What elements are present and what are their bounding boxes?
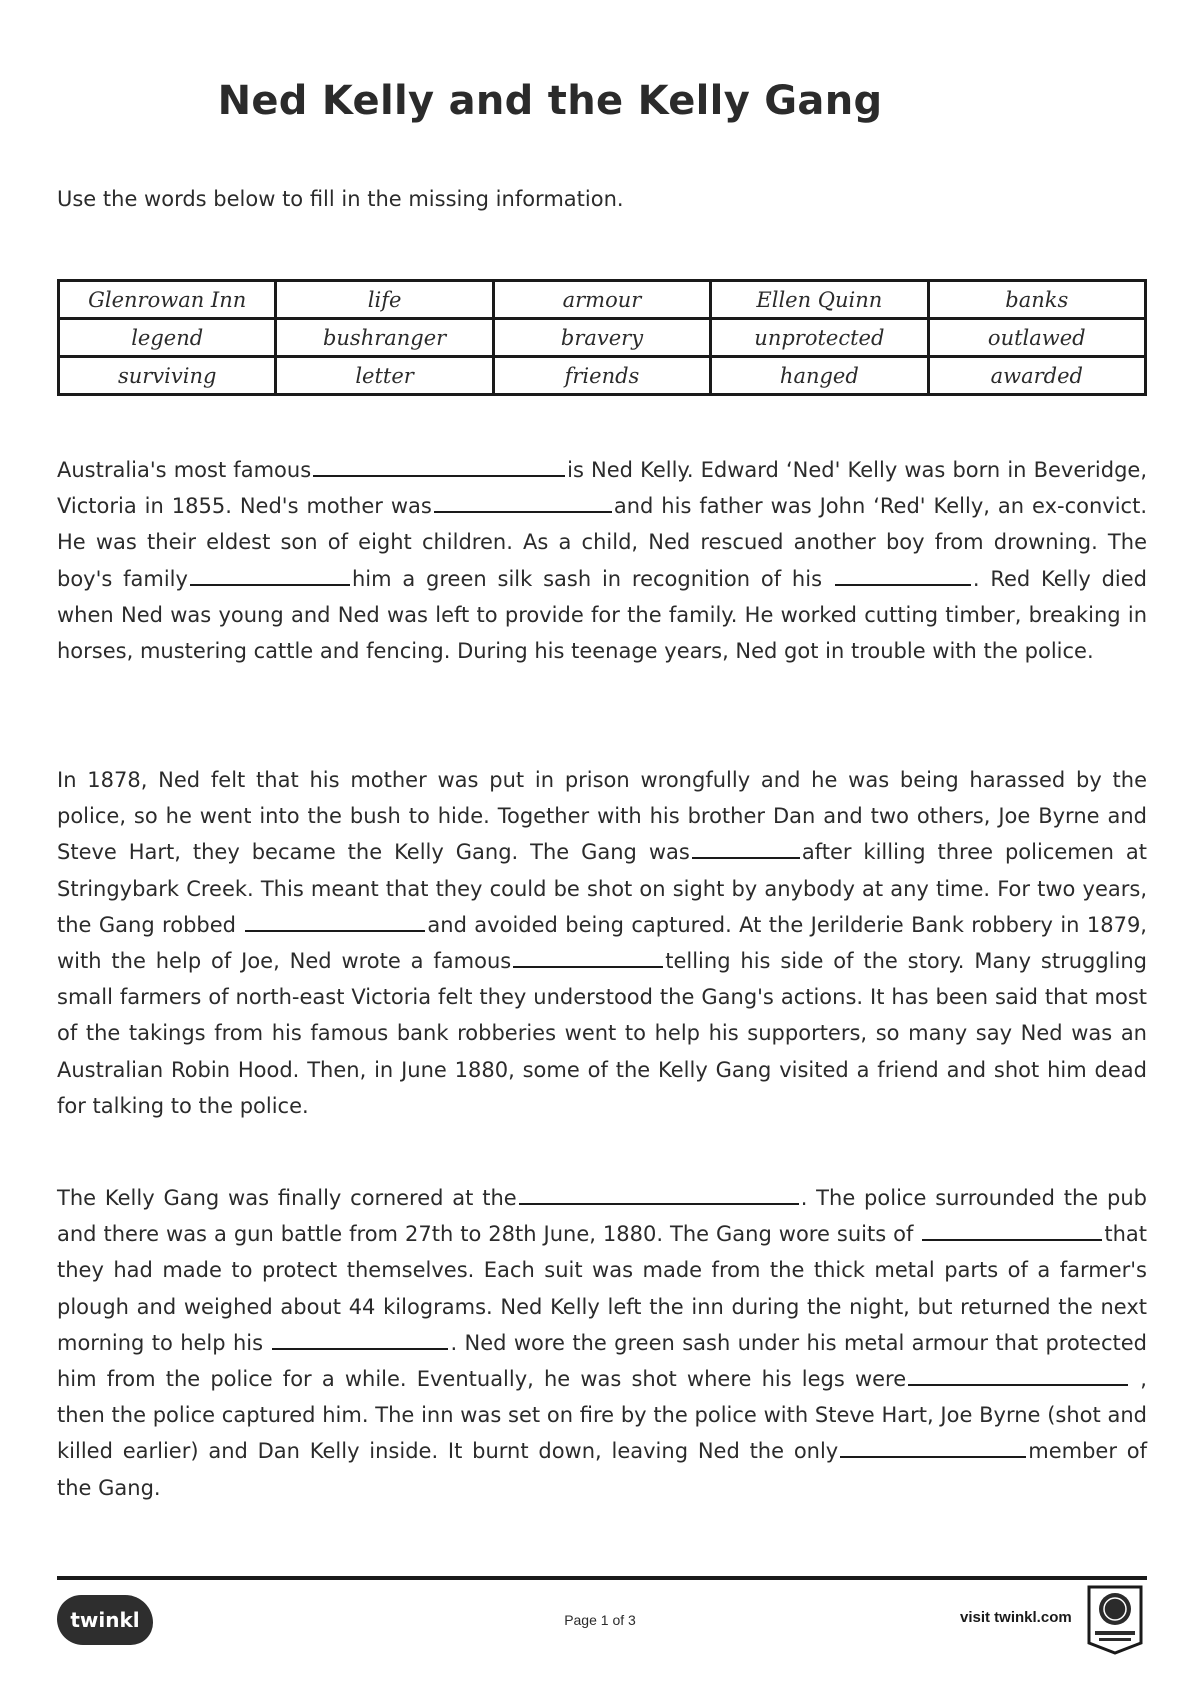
answer-blank[interactable] [245,910,425,932]
visit-link[interactable]: visit twinkl.com [960,1609,1072,1626]
word-bank-cell: hanged [711,357,928,395]
word-bank-cell: bravery [493,319,710,357]
passage-text: and avoided being captured. At the Jerilderie Bank robbery in 1879, with the help of Joe, Ned wrote a famous [57,912,1147,974]
answer-blank[interactable] [434,491,612,513]
passage-text: . Red Kelly died when Ned was young and Ned was left to provide for the family. He worked cutting timber, breaking in horses, mustering cattle and fencing. During his teenage years, Ned got in trouble with the police. [57,566,1147,664]
passage-text: . Ned wore the green sash under his metal armour that protected him from the police for a while. Eventually, he was shot where his legs were [57,1330,1147,1392]
passage-text: , then the police captured him. The inn was set on fire by the police with Steve Hart, Joe Byrne (shot and killed earlier) and Dan Kelly inside. It burnt down, leaving Ned the only [57,1367,1147,1464]
word-bank-cell: friends [493,357,710,395]
word-bank-cell: letter [276,357,493,395]
word-bank-cell: legend [59,319,276,357]
word-bank-row [59,319,1146,357]
passage-text: and his father was John ‘Red' Kelly, an ex-convict. He was their eldest son of eight children. As a child, Ned rescued another boy from drowning. The boy's family [57,494,1148,591]
passage-text: The Kelly Gang was finally cornered at the [57,1186,517,1210]
answer-blank[interactable] [840,1436,1026,1458]
word-bank-cell: outlawed [928,319,1145,357]
page-title: Ned Kelly and the Kelly Gang [217,78,883,124]
word-bank-cell: life [276,281,493,319]
quality-badge-icon [1085,1583,1145,1655]
paragraph-1 [57,452,1147,669]
word-bank-cell: unprotected [711,319,928,357]
paragraph-2 [57,762,1147,1124]
passage-text: telling his side of the story. Many struggling small farmers of north-east Victoria felt they understood the Gang's actions. It has been said that most of the takings from his famous bank robberies went to help his supporters, so many say Ned was an Australian Robin Hood. Then, in June 1880, some of the Kelly Gang visited a friend and shot him dead for talking to the police. [57,949,1147,1118]
answer-blank[interactable] [313,455,565,477]
word-bank-cell: bushranger [276,319,493,357]
answer-blank[interactable] [519,1183,799,1205]
passage-text: is Ned Kelly. Edward ‘Ned' Kelly was born in Beveridge, Victoria in 1855. Ned's mother was [57,458,1147,519]
instructions: Use the words below to fill in the missing information. [57,187,624,211]
twinkl-logo: twinkl [57,1595,153,1645]
word-bank-cell: Glenrowan Inn [59,281,276,319]
word-bank-row [59,357,1146,395]
footer-divider [57,1576,1147,1580]
answer-blank[interactable] [835,564,971,586]
word-bank-cell: armour [493,281,710,319]
passage-text: . The police surrounded the pub and there was a gun battle from 27th to 28th June, 1880. The Gang wore suits of [57,1186,1147,1247]
answer-blank[interactable] [908,1364,1128,1386]
word-bank-cell: Ellen Quinn [711,281,928,319]
answer-blank[interactable] [692,837,800,859]
word-bank-row [59,281,1146,319]
word-bank-cell: banks [928,281,1145,319]
passage-text: that they had made to protect themselves. Each suit was made from the thick metal parts of a farmer's plough and weighed about 44 kilograms. Ned Kelly left the inn during the night, but returned the next morning to help his [57,1222,1147,1355]
passage-text: In 1878, Ned felt that his mother was put in prison wrongfully and he was being harassed by the police, so he went into the bush to hide. Together with his brother Dan and two others, Joe Byrne and Steve Hart, they became the Kelly Gang. The Gang was [57,768,1147,865]
passage-text: member of the Gang. [57,1439,1147,1500]
word-bank-cell: awarded [928,357,1145,395]
page-number: Page 1 of 3 [564,1612,636,1628]
word-bank-cell: surviving [59,357,276,395]
passage-text: him a green silk sash in recognition of his [351,566,823,591]
paragraph-3 [57,1180,1147,1506]
answer-blank[interactable] [272,1328,448,1350]
answer-blank[interactable] [922,1219,1102,1241]
word-bank-table [57,279,1147,396]
passage-text: Australia's most famous [57,458,312,482]
passage-text: after killing three policemen at Stringybark Creek. This meant that they could be shot on sight by anybody at any time. For two years, the Gang robbed [57,840,1147,937]
answer-blank[interactable] [190,564,350,586]
answer-blank[interactable] [513,946,663,968]
